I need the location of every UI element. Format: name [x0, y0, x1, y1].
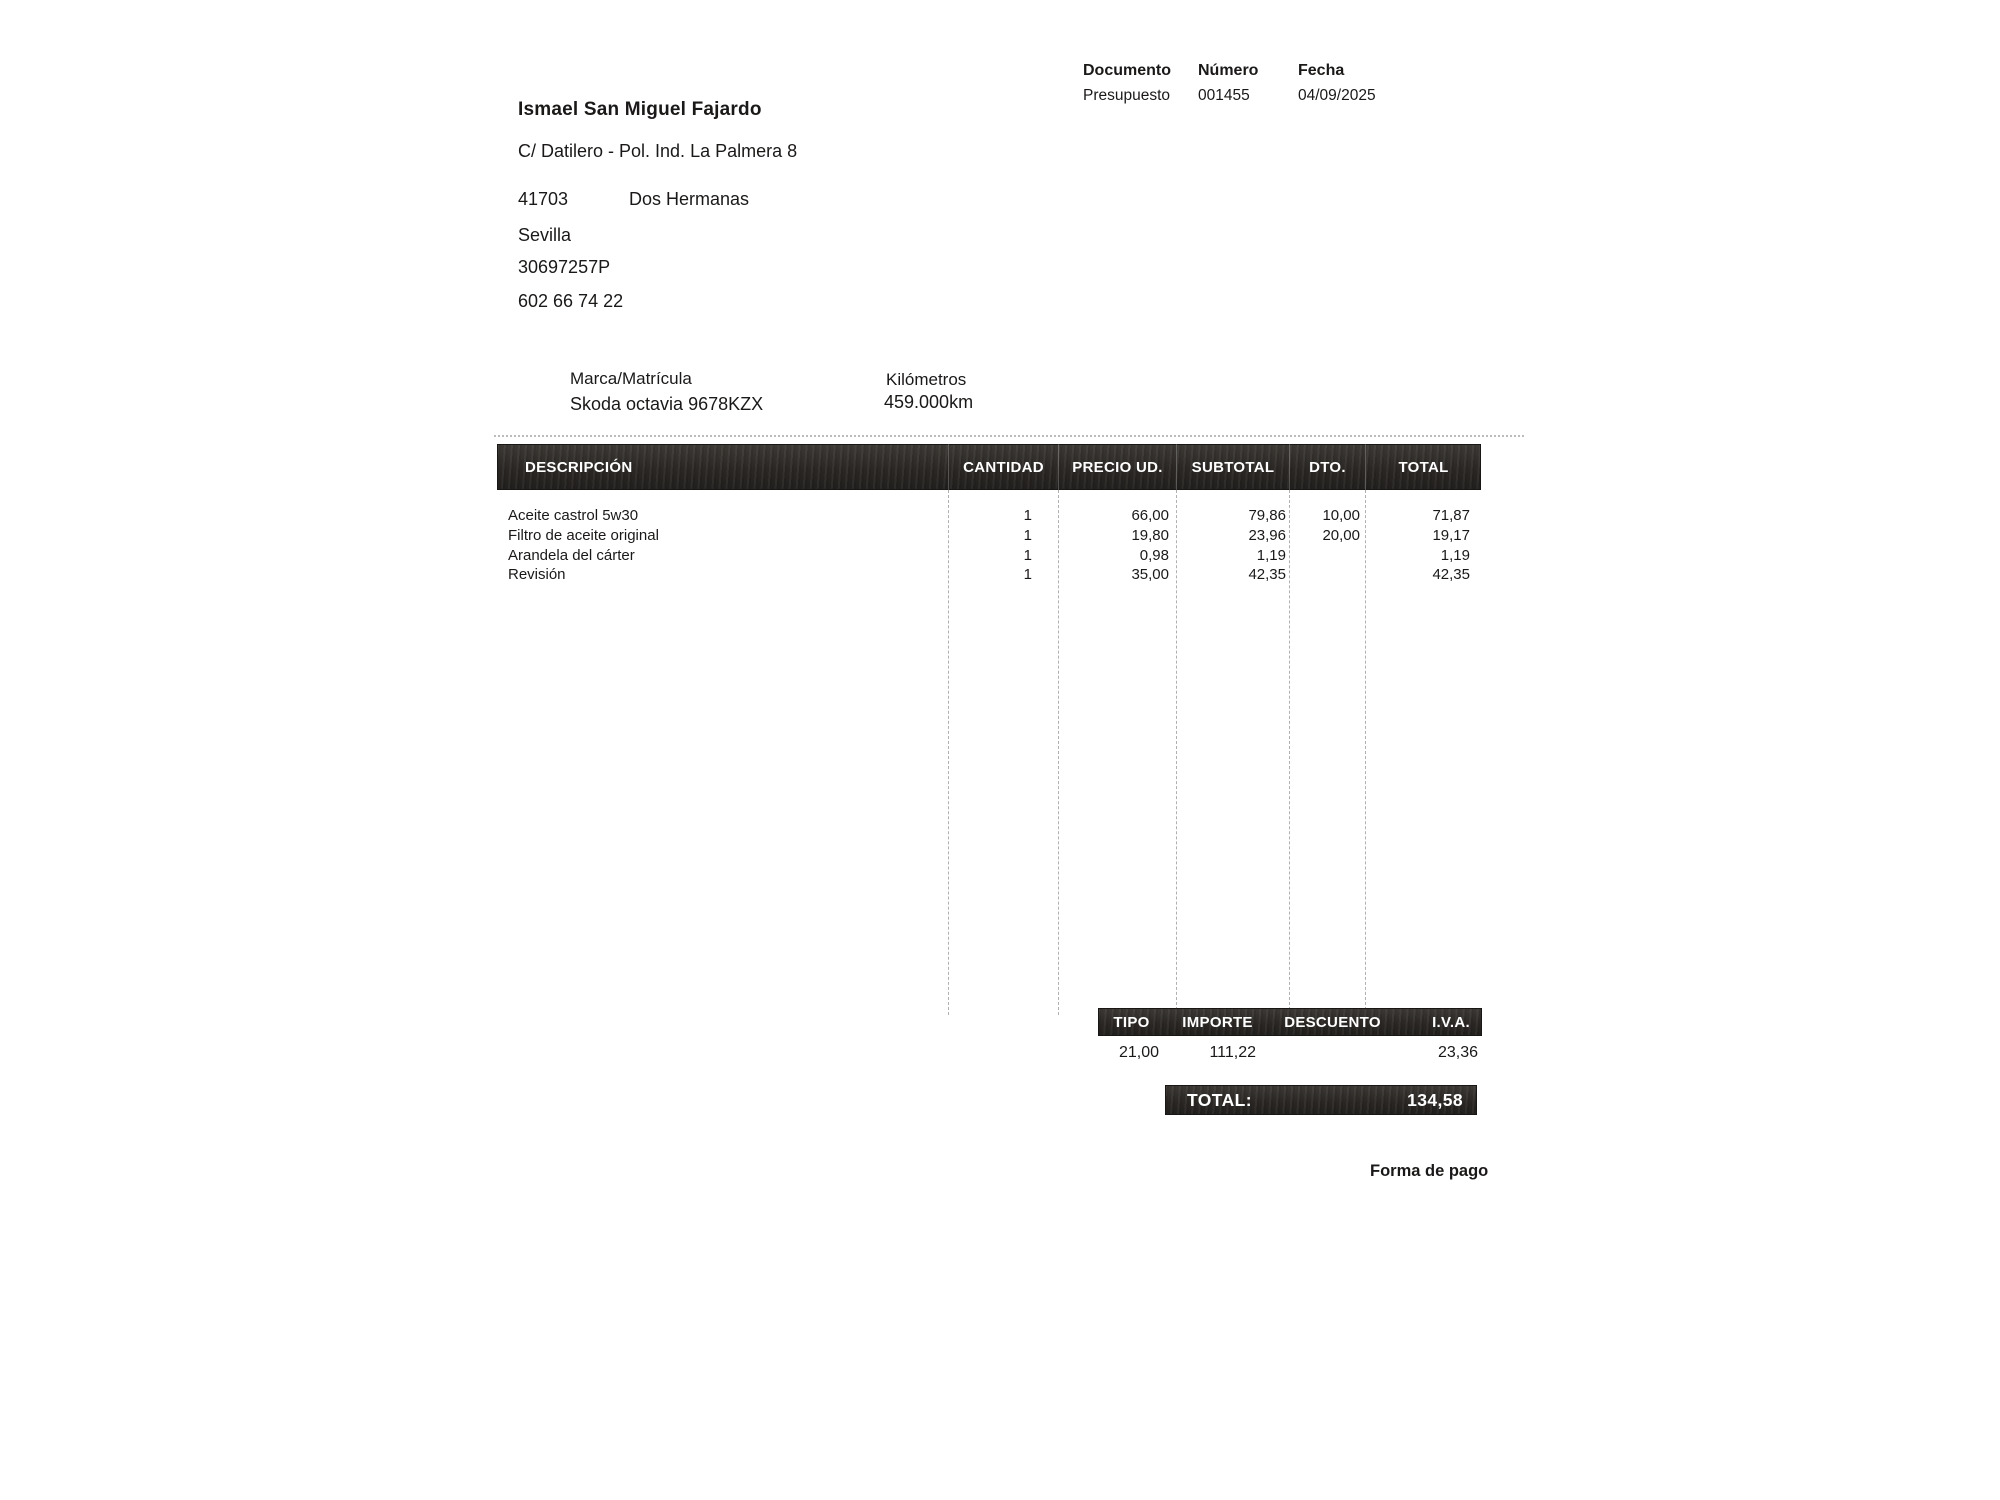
- item-precio-ud: 19,80: [1131, 527, 1169, 545]
- tax-header-tipo: TIPO: [1113, 1013, 1150, 1031]
- documento-label: Documento: [1083, 62, 1171, 79]
- item-precio-ud: 66,00: [1131, 507, 1169, 525]
- item-subtotal: 42,35: [1248, 566, 1286, 584]
- vehicle-km-value: 459.000km: [884, 392, 974, 412]
- fecha-label: Fecha: [1298, 62, 1345, 79]
- tax-table-values: [1098, 1044, 1482, 1062]
- header-precio-ud: PRECIO UD.: [1058, 444, 1176, 490]
- total-value: 134,58: [1407, 1089, 1463, 1110]
- item-dto: 20,00: [1322, 527, 1360, 545]
- header-total: TOTAL: [1365, 444, 1481, 490]
- item-precio-ud: 0,98: [1139, 546, 1169, 564]
- customer-city: Dos Hermanas: [629, 189, 750, 209]
- customer-name: Ismael San Miguel Fajardo: [518, 99, 762, 120]
- numero-value: 001455: [1198, 87, 1250, 104]
- item-subtotal: 23,96: [1248, 527, 1286, 545]
- header-cantidad: CANTIDAD: [948, 444, 1058, 490]
- item-cantidad: 1: [1023, 546, 1032, 564]
- customer-phone: 602 66 74 22: [518, 291, 624, 311]
- items-table-header: [497, 444, 1481, 490]
- item-total: 19,17: [1432, 527, 1470, 545]
- total-label: TOTAL:: [1187, 1089, 1252, 1110]
- numero-label: Número: [1198, 62, 1259, 79]
- table-row: [497, 565, 1481, 585]
- table-row: [497, 526, 1481, 546]
- fecha-value: 04/09/2025: [1298, 87, 1376, 104]
- tax-header-importe: IMPORTE: [1182, 1013, 1253, 1031]
- customer-postal-city-line: [518, 189, 750, 210]
- tax-iva-value: 23,36: [1437, 1044, 1478, 1061]
- items-table-body: [497, 506, 1481, 585]
- customer-postal-code: 41703: [518, 189, 569, 209]
- tax-importe-value: 111,22: [1209, 1044, 1256, 1061]
- item-total: 1,19: [1440, 546, 1470, 564]
- item-subtotal: 79,86: [1248, 507, 1286, 525]
- tax-header-descuento: DESCUENTO: [1284, 1013, 1381, 1031]
- customer-province: Sevilla: [518, 225, 572, 245]
- table-row: [497, 545, 1481, 565]
- total-bar: [1165, 1085, 1477, 1115]
- vehicle-marca-label: Marca/Matrícula: [570, 369, 692, 388]
- item-cantidad: 1: [1023, 527, 1032, 545]
- vehicle-km-label: Kilómetros: [886, 370, 967, 389]
- item-cantidad: 1: [1023, 566, 1032, 584]
- item-descripcion: Revisión: [508, 566, 566, 584]
- tax-descuento-value: [1270, 1044, 1395, 1062]
- tax-tipo-value: 21,00: [1118, 1044, 1159, 1061]
- header-dto: DTO.: [1289, 444, 1365, 490]
- item-descripcion: Filtro de aceite original: [508, 527, 659, 545]
- payment-method-label: Forma de pago: [1370, 1162, 1489, 1180]
- item-dto: 10,00: [1322, 507, 1360, 525]
- tax-header-iva: I.V.A.: [1432, 1013, 1470, 1031]
- customer-address: C/ Datilero - Pol. Ind. La Palmera 8: [518, 141, 798, 161]
- header-subtotal: SUBTOTAL: [1176, 444, 1289, 490]
- item-precio-ud: 35,00: [1131, 566, 1169, 584]
- item-total: 71,87: [1432, 507, 1470, 525]
- vehicle-marca-value: Skoda octavia 9678KZX: [570, 394, 764, 414]
- item-subtotal: 1,19: [1256, 546, 1286, 564]
- customer-tax-id: 30697257P: [518, 257, 611, 277]
- table-row: [497, 506, 1481, 526]
- dotted-separator-line: [494, 435, 1524, 437]
- item-descripcion: Aceite castrol 5w30: [508, 507, 639, 525]
- documento-value: Presupuesto: [1083, 87, 1171, 104]
- item-cantidad: 1: [1023, 507, 1032, 525]
- item-descripcion: Arandela del cárter: [508, 546, 635, 564]
- tax-table-header: [1098, 1008, 1482, 1036]
- item-total: 42,35: [1432, 566, 1470, 584]
- header-descripcion: DESCRIPCIÓN: [525, 458, 633, 476]
